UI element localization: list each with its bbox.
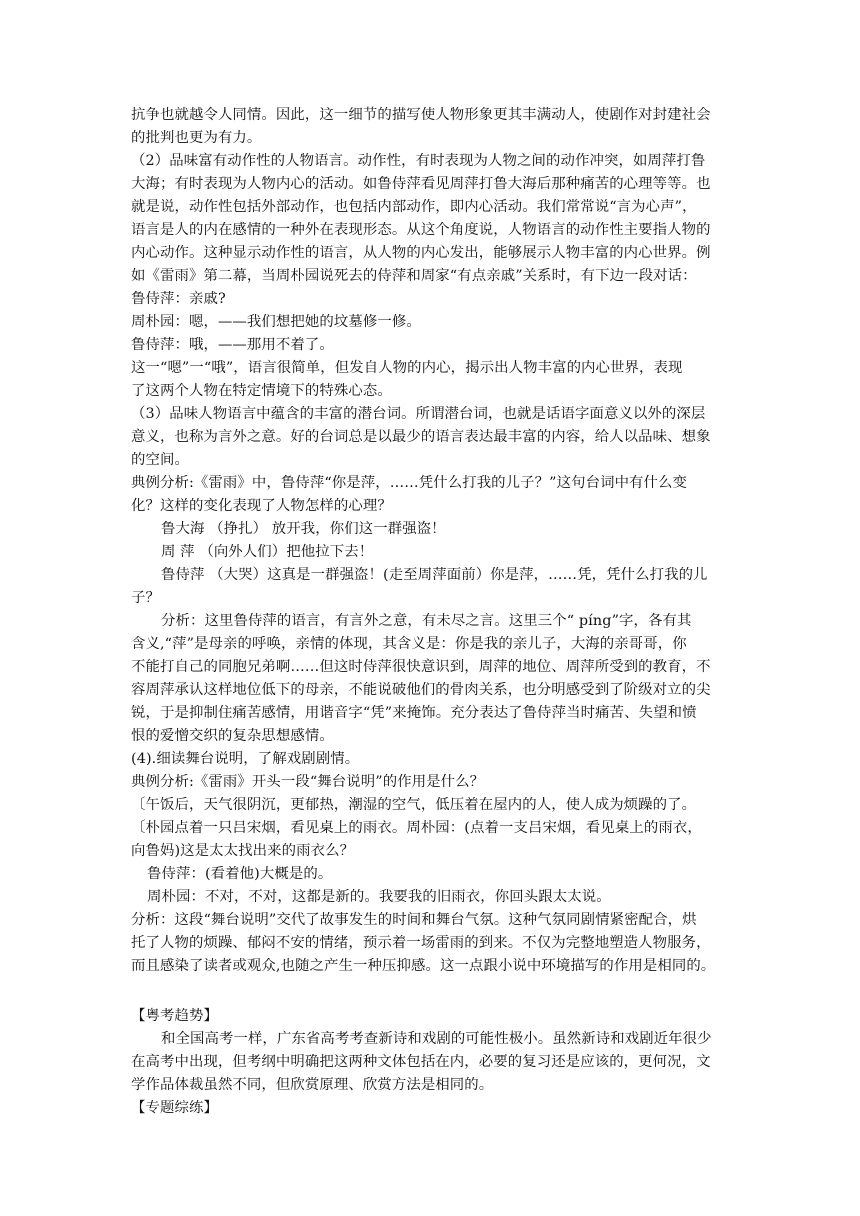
text-line: 向鲁妈)这是太太找出来的雨衣么？ (131, 843, 355, 859)
text-line: 抗争也就越令人同情。因此，这一细节的描写使人物形象更其丰满动人，使剧作对封建社会 (131, 107, 711, 123)
text-line: 这一“嗯”一“哦”，语言很简单，但发自人物的内心，揭示出人物丰富的内心世界，表现 (131, 360, 683, 376)
text-line: 内心动作。这种显示动作性的语言，从人物的内心发出，能够展示人物丰富的内心世界。例 (131, 245, 711, 261)
dialogue-line: 鲁侍萍 （大哭）这真是一群强盗！(走至周萍面前）你是萍，……凭，凭什么打我的儿 (161, 567, 708, 583)
text-line: (4).细读舞台说明，了解戏剧剧情。 (131, 751, 360, 767)
dialogue-line: 周朴园：嗯，——我们想把她的坟墓修一修。 (131, 314, 421, 330)
text-line: 容周萍承认这样地位低下的母亲，不能说破他们的骨肉关系，也分明感受到了阶级对立的尖 (131, 682, 711, 698)
text-line: 语言是人的内在感情的一种外在表现形态。从这个角度说，人物语言的动作性主要指人物的 (131, 222, 711, 238)
text-line: 〔午饭后，天气很阴沉，更郁热，潮湿的空气，低压着在屋内的人，使人成为烦躁的了。 (131, 797, 697, 813)
section-heading: 【专题综练】 (131, 1100, 218, 1116)
text-line: 托了人物的烦躁、郁闷不安的情绪，预示着一场雷雨的到来。不仅为完整地塑造人物服务， (131, 935, 711, 951)
dialogue-line: 周 萍 （向外人们）把他拉下去！ (161, 544, 374, 560)
text-line: 意义，也称为言外之意。好的台词总是以最少的语言表达最丰富的内容，给人以品味、想象 (131, 429, 711, 445)
text-line: 的空间。 (131, 452, 189, 468)
text-line: 不能打自己的同胞兄弟啊……但这时侍萍很快意识到，周萍的地位、周萍所受到的教育，不 (131, 659, 711, 675)
text-line: 学作品体裁虽然不同，但欣赏原理、欣赏方法是相同的。 (131, 1077, 494, 1093)
text-line: 的批判也更为有力。 (131, 130, 262, 146)
dialogue-line: 鲁侍萍：哦，——那用不着了。 (131, 337, 334, 353)
text-line: 而且感染了读者或观众,也随之产生一种压抑感。这一点跟小说中环境描写的作用是相同的。 (131, 958, 716, 974)
text-line: 就是说，动作性包括外部动作，也包括内部动作，即内心活动。我们常常说“言为心声”， (131, 199, 697, 215)
text-line: （2）品味富有动作性的人物语言。动作性，有时表现为人物之间的动作冲突，如周萍打鲁 (131, 153, 706, 169)
text-line: 如《雷雨》第二幕，当周朴园说死去的侍萍和周家“有点亲戚”关系时，有下边一段对话： (131, 268, 697, 284)
dialogue-line: 周朴园：不对，不对，这都是新的。我要我的旧雨衣，你回头跟太太说。 (147, 889, 611, 905)
dialogue-line: 鲁侍萍：亲戚? (131, 291, 226, 307)
text-line: 大海；有时表现为人物内心的活动。如鲁侍萍看见周萍打鲁大海后那种痛苦的心理等等。也 (131, 176, 711, 192)
text-line: 含义,“萍”是母亲的呼唤，亲情的体现，其含义是：你是我的亲儿子，大海的亲哥哥，你 (131, 636, 687, 652)
text-line: 典例分析:《雷雨》中，鲁侍萍“你是萍，……凭什么打我的儿子？”这句台词中有什么变 (131, 475, 688, 491)
text-line: （3）品味人物语言中蕴含的丰富的潜台词。所谓潜台词，也就是话语字面意义以外的深层 (131, 406, 706, 422)
dialogue-line: 鲁大海 （挣扎） 放开我，你们这一群强盗！ (161, 521, 446, 537)
text-line: 化？这样的变化表现了人物怎样的心理？ (131, 498, 392, 514)
text-line: 分析：这段“舞台说明”交代了故事发生的时间和舞台气氛。这种气氛同剧情紧密配合，烘 (131, 912, 697, 928)
text-line: 〔朴园点着一只吕宋烟，看见桌上的雨衣。周朴园：(点着一支吕宋烟，看见桌上的雨衣， (131, 820, 702, 836)
dialogue-line: 鲁侍萍：(看着他)大概是的。 (147, 866, 333, 882)
text-line: 锐，于是抑制住痛苦感情，用谐音字“凭”来掩饰。充分表达了鲁侍萍当时痛苦、失望和愤 (131, 705, 697, 721)
text-line: 恨的爱憎交织的复杂思想感情。 (131, 728, 334, 744)
text-line: 子？ (131, 590, 160, 606)
section-heading: 【粤考趋势】 (131, 1008, 218, 1024)
text-line: 在高考中出现，但考纲中明确把这两种文体包括在内，必要的复习还是应该的，更何况，文 (131, 1054, 711, 1070)
text-line: 分析：这里鲁侍萍的语言，有言外之意，有未尽之言。这里三个“ píng”字，各有其 (161, 613, 692, 629)
text-line: 了这两个人物在特定情境下的特殊心态。 (131, 383, 392, 399)
text-line: 和全国高考一样，广东省高考考查新诗和戏剧的可能性极小。虽然新诗和戏剧近年很少 (161, 1031, 712, 1047)
text-line: 典例分析:《雷雨》开头一段“舞台说明”的作用是什么？ (131, 774, 485, 790)
